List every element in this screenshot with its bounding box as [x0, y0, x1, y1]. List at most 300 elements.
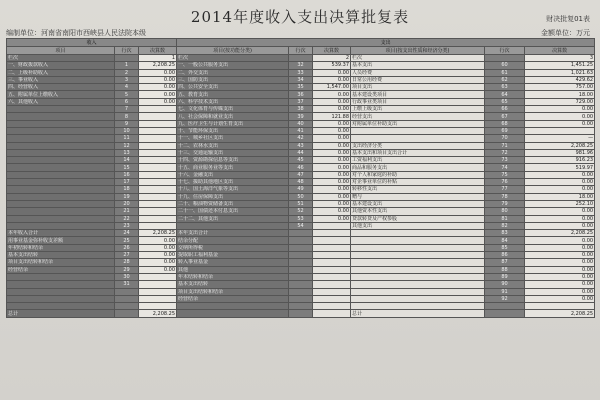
econ-item-cell: [351, 288, 485, 295]
expense-item-cell: 八、社会保障和就业支出: [177, 113, 289, 120]
table-row: [7, 69, 595, 76]
expense-line-cell: 48: [289, 179, 313, 186]
col-header-item-econ: 项目(按支出性质和经济分类): [351, 47, 485, 55]
econ-amount-cell: 0.00: [525, 295, 595, 302]
expense-item-cell: 五、教育支出: [177, 91, 289, 98]
econ-amount-cell: 0.00: [525, 237, 595, 244]
income-amount-cell: [139, 157, 177, 164]
expense-line-cell: 45: [289, 157, 313, 164]
econ-amount-cell: 0.00: [525, 106, 595, 113]
expense-amount-cell: [313, 252, 351, 259]
table-row: [7, 266, 595, 273]
money-unit-label: 金额单位：万元: [541, 29, 590, 37]
econ-line-cell: 70: [485, 135, 525, 142]
income-item-cell: [7, 273, 115, 280]
econ-item-cell: 支出经济分类: [351, 142, 485, 149]
econ-line-cell: 77: [485, 186, 525, 193]
econ-amount-cell: 0.00: [525, 244, 595, 251]
income-item-cell: [7, 149, 115, 156]
table-row: [7, 244, 595, 251]
econ-amount-cell: 0.00: [525, 171, 595, 178]
table-row: [7, 288, 595, 295]
expense-line-cell: [289, 266, 313, 273]
expense-line-cell: 40: [289, 120, 313, 127]
table-row: [7, 208, 595, 215]
expense-item-cell: 十五、商业服务业等支出: [177, 164, 289, 171]
income-item-cell: 经营结余: [7, 266, 115, 273]
econ-amount-cell: 2,208.25: [525, 230, 595, 237]
econ-amount-cell: 18.00: [525, 193, 595, 200]
income-line-cell: 13: [115, 149, 139, 156]
income-item-cell: [7, 295, 115, 302]
econ-amount-cell: 429.62: [525, 76, 595, 83]
preparing-unit: 编制单位：河南省南阳市西峡县人民法院本级: [6, 29, 146, 37]
expense-item-cell: 栏次: [177, 55, 289, 62]
econ-line-cell: 82: [485, 222, 525, 229]
income-line-cell: 15: [115, 164, 139, 171]
expense-amount-cell: [313, 295, 351, 302]
income-item-cell: 四、经营收入: [7, 84, 115, 91]
econ-line-cell: 78: [485, 193, 525, 200]
expense-line-cell: 34: [289, 76, 313, 83]
income-amount-cell: 2,208.25: [139, 62, 177, 69]
income-amount-cell: 2,208.25: [139, 230, 177, 237]
income-amount-cell: [139, 164, 177, 171]
expense-amount-cell: [313, 288, 351, 295]
expense-amount-cell: 0.00: [313, 171, 351, 178]
expense-line-cell: [289, 244, 313, 251]
income-line-cell: 7: [115, 106, 139, 113]
expense-item-cell: 二十二、其他支出: [177, 215, 289, 222]
expense-amount-cell: 0.00: [313, 106, 351, 113]
income-line-cell: 18: [115, 186, 139, 193]
expense-item-cell: 十八、国土海洋气象等支出: [177, 186, 289, 193]
expense-line-cell: [289, 259, 313, 266]
econ-item-cell: 基本建设类项目: [351, 91, 485, 98]
table-row: [7, 200, 595, 207]
expense-line-cell: [289, 295, 313, 302]
expense-line-cell: 46: [289, 164, 313, 171]
econ-item-cell: 行政事业类项目: [351, 98, 485, 105]
econ-line-cell: 80: [485, 208, 525, 215]
income-item-cell: 年初结转和结余: [7, 244, 115, 251]
econ-line-cell: [485, 303, 525, 310]
expense-amount-cell: 0.00: [313, 215, 351, 222]
expense-line-cell: 37: [289, 98, 313, 105]
header-column-row: [7, 47, 595, 55]
econ-line-cell: 87: [485, 259, 525, 266]
expense-amount-cell: 0.00: [313, 186, 351, 193]
col-header-line: 行次: [289, 47, 313, 55]
income-item-cell: [7, 200, 115, 207]
table-row: [7, 310, 595, 317]
income-item-cell: [7, 288, 115, 295]
table-row: [7, 171, 595, 178]
income-line-cell: 5: [115, 91, 139, 98]
expense-line-cell: 35: [289, 84, 313, 91]
income-item-cell: [7, 215, 115, 222]
expense-item-cell: 十二、农林水支出: [177, 142, 289, 149]
expense-item-cell: 十七、援助其他地区支出: [177, 179, 289, 186]
expense-amount-cell: 0.00: [313, 200, 351, 207]
income-item-cell: [7, 281, 115, 288]
income-amount-cell: 0.00: [139, 98, 177, 105]
income-amount-cell: 2,208.25: [139, 310, 177, 317]
expense-amount-cell: 0.00: [313, 69, 351, 76]
expense-item-cell: 三、国防支出: [177, 76, 289, 83]
expense-line-cell: 32: [289, 62, 313, 69]
income-amount-cell: [139, 193, 177, 200]
expense-line-cell: 47: [289, 171, 313, 178]
income-amount-cell: [139, 179, 177, 186]
econ-amount-cell: 0.00: [525, 179, 595, 186]
expense-item-cell: 六、科学技术支出: [177, 98, 289, 105]
expense-amount-cell: 0.00: [313, 179, 351, 186]
income-line-cell: 4: [115, 84, 139, 91]
expense-line-cell: [289, 303, 313, 310]
income-line-cell: 1: [115, 62, 139, 69]
table-row: [7, 135, 595, 142]
expense-amount-cell: 1,547.00: [313, 84, 351, 91]
income-line-cell: 10: [115, 127, 139, 134]
econ-amount-cell: 0.00: [525, 273, 595, 280]
econ-amount-cell: 0.00: [525, 208, 595, 215]
col-header-line: 行次: [485, 47, 525, 55]
expense-item-cell: 本年支出合计: [177, 230, 289, 237]
income-group-header: 收入: [7, 39, 177, 47]
expense-item-cell: 结余分配: [177, 237, 289, 244]
table-row: [7, 215, 595, 222]
income-line-cell: 27: [115, 252, 139, 259]
econ-line-cell: 68: [485, 120, 525, 127]
expense-item-cell: [177, 222, 289, 229]
econ-item-cell: [351, 266, 485, 273]
econ-item-cell: 日常公用经费: [351, 76, 485, 83]
econ-item-cell: 基本支出: [351, 62, 485, 69]
econ-item-cell: 基本支出和项目支出合计: [351, 149, 485, 156]
econ-item-cell: 工资福利支出: [351, 157, 485, 164]
econ-item-cell: 赠与: [351, 193, 485, 200]
econ-amount-cell: [525, 127, 595, 134]
econ-item-cell: 其他支出: [351, 222, 485, 229]
expense-line-cell: [289, 230, 313, 237]
econ-amount-cell: 1,451.25: [525, 62, 595, 69]
econ-line-cell: 91: [485, 288, 525, 295]
income-item-cell: 三、事业收入: [7, 76, 115, 83]
econ-line-cell: 61: [485, 69, 525, 76]
expense-amount-cell: 0.00: [313, 193, 351, 200]
col-header-item-func: 项目(按功能分类): [177, 47, 289, 55]
table-row: [7, 120, 595, 127]
econ-amount-cell: [525, 303, 595, 310]
econ-line-cell: 88: [485, 266, 525, 273]
col-header-amount: 决算数: [139, 47, 177, 55]
expense-line-cell: 38: [289, 106, 313, 113]
econ-item-cell: [351, 230, 485, 237]
expense-line-cell: 36: [289, 91, 313, 98]
expense-line-cell: [289, 310, 313, 317]
income-line-cell: 23: [115, 222, 139, 229]
expense-line-cell: 43: [289, 142, 313, 149]
table-row: [7, 252, 595, 259]
income-amount-cell: 1: [139, 55, 177, 62]
expense-line-cell: 44: [289, 149, 313, 156]
income-amount-cell: [139, 295, 177, 302]
income-item-cell: 用事业基金弥补收支差额: [7, 237, 115, 244]
income-line-cell: [115, 288, 139, 295]
income-line-cell: [115, 303, 139, 310]
econ-line-cell: 85: [485, 244, 525, 251]
econ-line-cell: [485, 55, 525, 62]
expense-amount-cell: 2: [313, 55, 351, 62]
expense-item-cell: 十、节能环保支出: [177, 127, 289, 134]
econ-amount-cell: 0.00: [525, 281, 595, 288]
expense-item-cell: 其他: [177, 266, 289, 273]
econ-line-cell: 64: [485, 91, 525, 98]
income-item-cell: [7, 157, 115, 164]
table-row: [7, 193, 595, 200]
table-row: [7, 164, 595, 171]
income-amount-cell: [139, 200, 177, 207]
expense-item-cell: 四、公共安全支出: [177, 84, 289, 91]
expense-line-cell: 51: [289, 200, 313, 207]
econ-amount-cell: 0.00: [525, 215, 595, 222]
table-row: [7, 237, 595, 244]
expense-amount-cell: 539.37: [313, 62, 351, 69]
econ-amount-cell: 0.00: [525, 120, 595, 127]
income-amount-cell: [139, 171, 177, 178]
expense-line-cell: 33: [289, 69, 313, 76]
expense-line-cell: 54: [289, 222, 313, 229]
expense-amount-cell: 0.00: [313, 76, 351, 83]
econ-line-cell: 62: [485, 76, 525, 83]
expense-amount-cell: 121.88: [313, 113, 351, 120]
income-amount-cell: [139, 208, 177, 215]
income-amount-cell: 0.00: [139, 244, 177, 251]
expense-line-cell: 49: [289, 186, 313, 193]
income-item-cell: [7, 208, 115, 215]
expense-item-cell: 经营结余: [177, 295, 289, 302]
table-row: [7, 84, 595, 91]
econ-item-cell: [351, 252, 485, 259]
expense-item-cell: 二十一、国债还本付息支出: [177, 208, 289, 215]
income-line-cell: 24: [115, 230, 139, 237]
econ-line-cell: 67: [485, 113, 525, 120]
econ-amount-cell: 0.00: [525, 259, 595, 266]
expense-item-cell: [177, 310, 289, 317]
income-amount-cell: [139, 273, 177, 280]
econ-amount-cell: 729.00: [525, 98, 595, 105]
income-item-cell: [7, 222, 115, 229]
econ-amount-cell: 916.23: [525, 157, 595, 164]
econ-amount-cell: 0.00: [525, 186, 595, 193]
income-item-cell: [7, 142, 115, 149]
income-amount-cell: [139, 149, 177, 156]
income-item-cell: [7, 127, 115, 134]
econ-amount-cell: 2,208.25: [525, 310, 595, 317]
econ-item-cell: 栏次: [351, 55, 485, 62]
econ-item-cell: 总计: [351, 310, 485, 317]
income-item-cell: [7, 303, 115, 310]
expense-amount-cell: [313, 310, 351, 317]
income-line-cell: 8: [115, 113, 139, 120]
income-amount-cell: 0.00: [139, 91, 177, 98]
expense-item-cell: 十九、住房保障支出: [177, 193, 289, 200]
income-item-cell: 一、财政拨款收入: [7, 62, 115, 69]
econ-amount-cell: 3: [525, 55, 595, 62]
expense-item-cell: 年末结转和结余: [177, 273, 289, 280]
expense-item-cell: 项目支出结转和结余: [177, 288, 289, 295]
expense-line-cell: [289, 288, 313, 295]
income-item-cell: 项目支出结转和结余: [7, 259, 115, 266]
expense-line-cell: 41: [289, 127, 313, 134]
expense-line-cell: [289, 252, 313, 259]
table-row: [7, 62, 595, 69]
table-row: [7, 98, 595, 105]
income-line-cell: 6: [115, 98, 139, 105]
expense-group-header: 支出: [177, 39, 595, 47]
income-line-cell: 14: [115, 157, 139, 164]
income-line-cell: 12: [115, 142, 139, 149]
income-item-cell: 栏次: [7, 55, 115, 62]
expense-amount-cell: [313, 222, 351, 229]
expense-amount-cell: [313, 230, 351, 237]
income-line-cell: 3: [115, 76, 139, 83]
income-line-cell: 26: [115, 244, 139, 251]
income-amount-cell: 0.00: [139, 237, 177, 244]
econ-item-cell: 商品和服务支出: [351, 164, 485, 171]
income-item-cell: 基本支出结转: [7, 252, 115, 259]
econ-item-cell: [351, 237, 485, 244]
table-row: [7, 76, 595, 83]
col-header-item: 项目: [7, 47, 115, 55]
income-item-cell: 二、上级补助收入: [7, 69, 115, 76]
table-row: [7, 281, 595, 288]
econ-line-cell: 86: [485, 252, 525, 259]
econ-item-cell: 对附属单位补助支出: [351, 120, 485, 127]
income-line-cell: 30: [115, 273, 139, 280]
form-number: 财决批复01表: [546, 15, 590, 23]
econ-item-cell: [351, 281, 485, 288]
table-row: [7, 186, 595, 193]
econ-amount-cell: 757.00: [525, 84, 595, 91]
expense-item-cell: 基本支出结转: [177, 281, 289, 288]
expense-line-cell: 53: [289, 215, 313, 222]
table-row: [7, 127, 595, 134]
econ-amount-cell: 0.00: [525, 288, 595, 295]
econ-line-cell: 63: [485, 84, 525, 91]
expense-amount-cell: 0.00: [313, 149, 351, 156]
income-amount-cell: [139, 281, 177, 288]
expense-amount-cell: 0.00: [313, 164, 351, 171]
income-item-cell: [7, 135, 115, 142]
table-row: [7, 295, 595, 302]
econ-line-cell: 65: [485, 98, 525, 105]
income-item-cell: [7, 113, 115, 120]
table-row: [7, 142, 595, 149]
income-amount-cell: 0.00: [139, 76, 177, 83]
econ-line-cell: 72: [485, 149, 525, 156]
econ-line-cell: 81: [485, 215, 525, 222]
econ-item-cell: 对个人和家庭的补助: [351, 171, 485, 178]
income-line-cell: 2: [115, 69, 139, 76]
expense-line-cell: 52: [289, 208, 313, 215]
income-line-cell: [115, 55, 139, 62]
income-item-cell: [7, 179, 115, 186]
income-line-cell: 25: [115, 237, 139, 244]
econ-item-cell: [351, 303, 485, 310]
econ-line-cell: 84: [485, 237, 525, 244]
expense-line-cell: 50: [289, 193, 313, 200]
expense-amount-cell: 0.00: [313, 91, 351, 98]
income-item-cell: [7, 164, 115, 171]
expense-line-cell: [289, 55, 313, 62]
econ-line-cell: 75: [485, 171, 525, 178]
income-amount-cell: [139, 186, 177, 193]
income-line-cell: 22: [115, 215, 139, 222]
econ-item-cell: 对企事业单位的补贴: [351, 179, 485, 186]
expense-item-cell: 转入事业基金: [177, 259, 289, 266]
income-amount-cell: 0.00: [139, 84, 177, 91]
income-amount-cell: [139, 222, 177, 229]
table-row: [7, 222, 595, 229]
expense-amount-cell: [313, 303, 351, 310]
expense-amount-cell: [313, 237, 351, 244]
econ-item-cell: [351, 135, 485, 142]
table-row: [7, 91, 595, 98]
econ-amount-cell: 0.00: [525, 266, 595, 273]
econ-item-cell: [351, 295, 485, 302]
income-line-cell: 20: [115, 200, 139, 207]
income-amount-cell: [139, 288, 177, 295]
col-header-line: 行次: [115, 47, 139, 55]
econ-line-cell: 74: [485, 164, 525, 171]
econ-line-cell: 76: [485, 179, 525, 186]
document-title: 2014年度收入支出决算批复表: [190, 8, 410, 26]
econ-amount-cell: 252.10: [525, 200, 595, 207]
econ-item-cell: 基本建设支出: [351, 200, 485, 207]
econ-line-cell: 66: [485, 106, 525, 113]
expense-item-cell: 十一、城乡社区支出: [177, 135, 289, 142]
income-line-cell: 16: [115, 171, 139, 178]
expense-amount-cell: 0.00: [313, 120, 351, 127]
income-item-cell: 六、其他收入: [7, 98, 115, 105]
econ-item-cell: 人员经费: [351, 69, 485, 76]
econ-line-cell: 89: [485, 273, 525, 280]
econ-amount-cell: 519.97: [525, 164, 595, 171]
income-line-cell: [115, 295, 139, 302]
econ-item-cell: [351, 273, 485, 280]
econ-amount-cell: 0.00: [525, 113, 595, 120]
table-row: [7, 179, 595, 186]
expense-item-cell: [177, 303, 289, 310]
income-amount-cell: 0.00: [139, 252, 177, 259]
expense-line-cell: 39: [289, 113, 313, 120]
income-amount-cell: [139, 215, 177, 222]
expense-line-cell: [289, 281, 313, 288]
income-amount-cell: 0.00: [139, 259, 177, 266]
income-amount-cell: [139, 135, 177, 142]
table-row: [7, 106, 595, 113]
table-row: [7, 55, 595, 62]
expense-amount-cell: [313, 259, 351, 266]
expense-amount-cell: 0.00: [313, 208, 351, 215]
expense-amount-cell: 0.00: [313, 157, 351, 164]
econ-item-cell: 上缴上级支出: [351, 106, 485, 113]
expense-item-cell: 二、外交支出: [177, 69, 289, 76]
income-line-cell: 19: [115, 193, 139, 200]
expense-item-cell: 九、医疗卫生与计划生育支出: [177, 120, 289, 127]
